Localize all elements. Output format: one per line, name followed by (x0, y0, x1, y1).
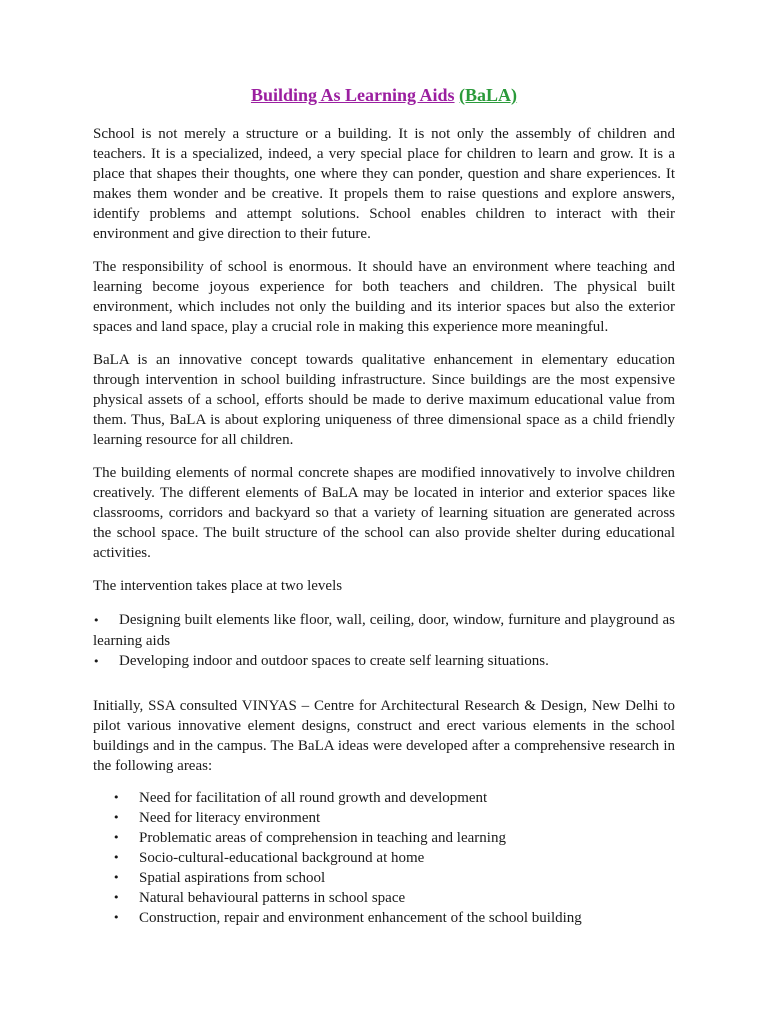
list-item (113, 868, 675, 888)
bullet-icon: • (113, 871, 120, 884)
list-item-text: Socio-cultural-educational background at home (139, 850, 425, 866)
paragraph-intervention-levels: The intervention takes place at two levels (93, 578, 343, 594)
bullet-icon: • (113, 911, 120, 924)
list-item-text: Need for facilitation of all round growth and development (139, 790, 488, 806)
list-item (113, 888, 675, 908)
list-item-text: Problematic areas of comprehension in teaching and learning (139, 830, 506, 846)
bullet-icon: • (113, 811, 120, 824)
list-item (93, 610, 675, 651)
bullet-icon: • (113, 851, 120, 864)
document-page (93, 84, 675, 928)
paragraph-school-responsibility: The responsibility of school is enormous. It should have an environment where teaching and learning become joyous experience for both teachers and children. The physical built environment, which includes not only the building and its interior spaces but also the exterior spaces and land space, play a crucial role in making this experience more meaningful. (93, 259, 675, 335)
title-abbreviation: (BaLA) (459, 85, 518, 105)
list-item (113, 908, 675, 928)
research-areas-list (93, 788, 675, 928)
bullet-icon: • (113, 831, 120, 844)
paragraph-school-definition: School is not merely a structure or a building. It is not only the assembly of children and teachers. It is a specialized, indeed, a very special place for children to learn and grow. It is a place that shapes their thoughts, one where they can ponder, question and share experiences. It makes them wonder and be creative. It propels them to raise questions and explore answers, identify problems and attempt solutions. School enables children to interact with their environment and give direction to their future. (93, 126, 675, 242)
list-item-text: Need for literacy environment (139, 810, 321, 826)
bullet-icon: • (93, 614, 100, 627)
list-item-text: Designing built elements like floor, wall, ceiling, door, window, furniture and playground as learning aids (93, 612, 675, 649)
list-item (113, 788, 675, 808)
list-item-text: Spatial aspirations from school (139, 870, 326, 886)
title-main: Building As Learning Aids (250, 85, 455, 105)
bullet-icon: • (113, 791, 120, 804)
list-item-text: Natural behavioural patterns in school space (139, 890, 406, 906)
list-item (113, 828, 675, 848)
paragraph-consultation: Initially, SSA consulted VINYAS – Centre for Architectural Research & Design, New Delhi to pilot various innovative element designs, construct and erect various elements in the school buildings and in the campus. The BaLA ideas were developed after a comprehensive research in the following areas: (93, 698, 675, 774)
intervention-levels-list (93, 610, 675, 672)
bullet-icon: • (93, 655, 100, 668)
bullet-icon: • (113, 891, 120, 904)
list-item-text: Developing indoor and outdoor spaces to create self learning situations. (119, 653, 549, 669)
list-item-text: Construction, repair and environment enhancement of the school building (139, 910, 582, 926)
list-item (113, 808, 675, 828)
paragraph-building-elements: The building elements of normal concrete shapes are modified innovatively to involve children creatively. The different elements of BaLA may be located in interior and exterior spaces like classrooms, corridors and backyard so that a variety of learning situation are generated across the school space. The built structure of the school can also provide shelter during educational activities. (93, 465, 675, 561)
list-item (93, 651, 675, 672)
paragraph-bala-concept: BaLA is an innovative concept towards qualitative enhancement in elementary education through intervention in school building infrastructure. Since buildings are the most expensive physical assets of a school, efforts should be made to derive maximum educational value from them. Thus, BaLA is about exploring uniqueness of three dimensional space as a child friendly learning resource for all children. (93, 352, 675, 448)
document-title (93, 84, 675, 106)
list-item (113, 848, 675, 868)
